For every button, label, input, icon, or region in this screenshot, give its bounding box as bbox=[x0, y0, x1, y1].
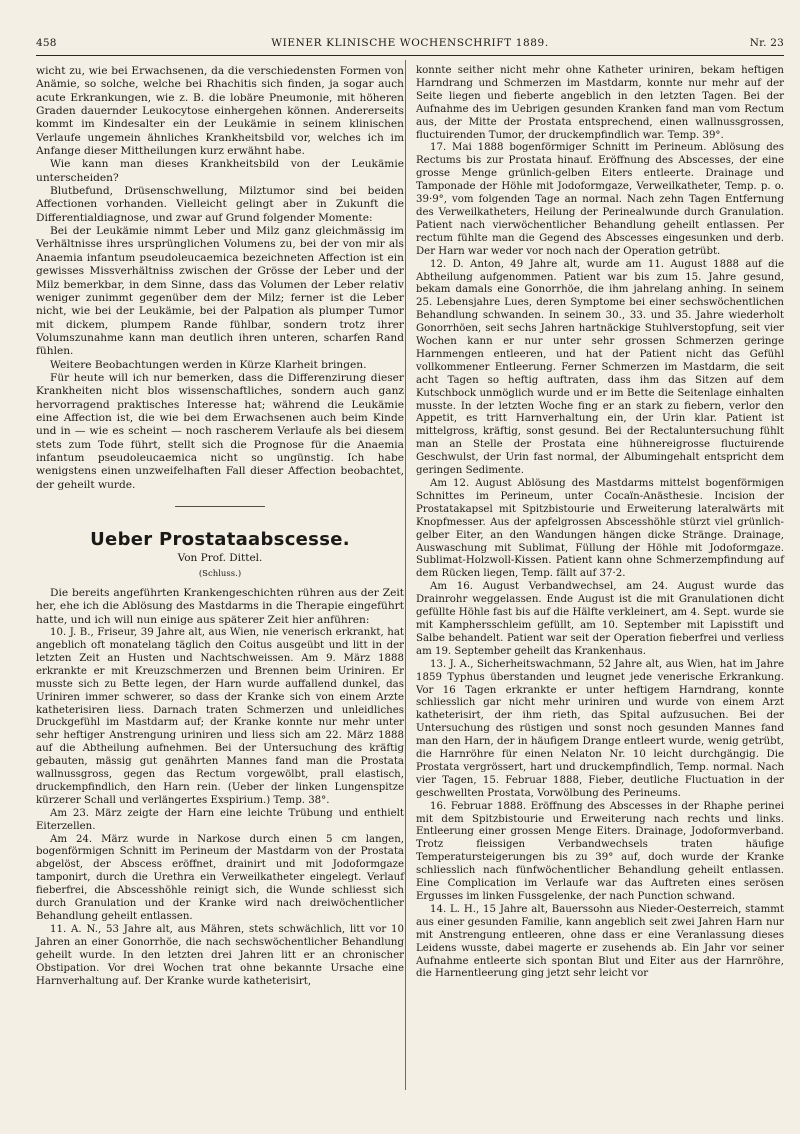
article-author: Von Prof. Dittel. bbox=[177, 552, 263, 565]
article-title: Ueber Prostataabscesse. bbox=[90, 529, 350, 550]
case-paragraph: Am 24. März wurde in Narkose durch einen 5 cm langen, bogenförmigen Schnitt im Perineum der Mastdarm von der Prostata abgelöst, der Abscess eröffnet, drainirt und mit Jodoformgaze tamponirt, durch die Urethra ein Verweilkatheter eingelegt. Verlauf fieberfrei, die Abscesshöhle reinigt sich, die Wunde schliesst sich durch Granulation und der Kranke wird nach dreiwöchentlicher Behandlung geheilt entlassen. bbox=[36, 833, 404, 922]
paragraph: Wie kann man dieses Krankheitsbild von der Leukämie unterscheiden? bbox=[36, 158, 404, 184]
header-rule bbox=[36, 55, 784, 56]
case-paragraph: Am 16. August Verbandwechsel, am 24. August wurde das Drainrohr weggelassen. Ende August ist die mit Granulationen dicht gefüllte Höhle fast bis auf die Hälfte verkleinert, am 4. Sept. wurde sie mit Kamphersschleim gefüllt, am 10. September mit Lapisstift und Salbe behandelt. Patient war seit der Operation fieberfrei und verliess am 19. September geheilt das Krankenhaus. bbox=[416, 581, 784, 657]
case-paragraph: 17. Mai 1888 bogenförmiger Schnitt im Perineum. Ablösung des Rectums bis zur Prostata hinauf. Eröffnung des Abscesses, der eine grosse Menge grünlich-gelben Eiters entleerte. Drainage und Tamponade der Höhle mit Jodoformgaze, Verweilkatheter, Temp. p. o. 39·9°, vom folgenden Tage an normal. Nach zehn Tagen Entfernung des Verweilkatheters, Heilung der Perinealwunde durch Granulation. Patient nach vierwöchentlicher Behandlung geheilt entlassen. Per rectum fühlte man die Gegend des Abscesses eingesunken und derb. Der Harn war weder vor noch nach der Operation getrübt. bbox=[416, 142, 784, 257]
left-column bbox=[36, 65, 404, 988]
column-separator bbox=[405, 60, 406, 1090]
paragraph: wicht zu, wie bei Erwachsenen, da die verschiedensten Formen von Anämie, so solche, welche bei Rhachitis sich finden, ja sogar auch acute Erkrankungen, wie z. B. die lobäre Pneumonie, mit höheren Graden dauernder Leukocytose einhergehen können. Andererseits kommt im Kindesalter ein der Leukämie in seinem klinischen Verlaufe ungemein ähnliches Krankheitsbild vor, welches ich im Anfange dieser Mittheilungen kurz erwähnt habe. bbox=[36, 65, 404, 158]
case-paragraph: 16. Februar 1888. Eröffnung des Abscesses in der Rhaphe perinei mit dem Spitzbistourie und Erweiterung nach rechts und links. Entleerung einer grossen Menge Eiters. Drainage, Jodoformverband. Trotz fleissigen Verbandwechsels traten häufige Temperatursteigerungen bis zu 39° auf, doch wurde der Kranke schliesslich nach fünfwöchentlicher Behandlung geheilt entlassen. Eine Complication im Verlaufe war das Auftreten eines serösen Ergusses im linken Fussgelenke, der nach Punction schwand. bbox=[416, 800, 784, 902]
case-paragraph: Am 23. März zeigte der Harn eine leichte Trübung und enthielt Eiterzellen. bbox=[36, 807, 404, 832]
case-paragraph: 10. J. B., Friseur, 39 Jahre alt, aus Wien, nie venerisch erkrankt, hat angeblich oft monatelang täglich den Coitus ausgeübt und litt in der letzten Zeit an Husten und Nachtschweissen. Am 9. März 1888 erkrankte er mit Kreuzschmerzen und Brennen beim Uriniren. Er musste sich zu Bette legen, der Harn wurde auffallend dunkel, das Uriniren immer schwerer, so dass der Kranke sich von einem Arzte katheterisiren liess. Darnach traten Schmerzen und unleidliches Druckgefühl im Mastdarm auf; der Kranke konnte nur mehr unter sehr heftiger Anstrengung uriniren und liess sich am 22. März 1888 auf die Abtheilung aufnehmen. Bei der Untersuchung des kräftig gebauten, mässig gut genährten Mannes fand man die Prostata wallnussgross, gegen das Rectum vorgewölbt, prall elastisch, druckempfindlich, den Harn rein. (Ueber der linken Lungenspitze kürzerer Schall und verlängertes Exspirium.) Temp. 38°. bbox=[36, 627, 404, 806]
journal-title: WIENER KLINISCHE WOCHENSCHRIFT 1889. bbox=[271, 37, 549, 49]
case-paragraph: 13. J. A., Sicherheitswachmann, 52 Jahre alt, aus Wien, hat im Jahre 1859 Typhus überstanden und leugnet jede venerische Erkrankung. Vor 16 Tagen erkrankte er unter heftigem Harndrang, konnte schliesslich gar nicht mehr uriniren und wurde von einem Arzt katheterisirt, der ihm rieth, das Spital aufzusuchen. Bei der Untersuchung des rüstigen und sonst noch gesunden Mannes fand man den Harn, der in häufigem Drange entleert wurde, wenig getrübt, die Harnröhre für einen Nelaton Nr. 10 leicht durchgängig. Die Prostata vergrössert, hart und druckempfindlich, Temp. normal. Nach vier Tagen, 15. Februar 1888, Fieber, deutliche Fluctuation in der geschwellten Prostata, Vorwölbung des Perineums. bbox=[416, 658, 784, 799]
section-divider bbox=[175, 506, 265, 507]
case-paragraph: 11. A. N., 53 Jahre alt, aus Mähren, stets schwächlich, litt vor 10 Jahren an einer Gonorrhöe, die nach sechswöchentlicher Behandlung geheilt wurde. In den letzten drei Jahren litt er an chronischer Obstipation. Vor drei Wochen trat ohne bekannte Ursache eine Harnverhaltung auf. Der Kranke wurde katheterisirt, bbox=[36, 923, 404, 987]
case-paragraph: 14. L. H., 15 Jahre alt, Bauerssohn aus Nieder-Oesterreich, stammt aus einer gesunden Familie, kann angeblich seit zwei Jahren Harn nur mit Anstrengung entleeren, ohne dass er eine Veranlassung dieses Leidens wusste, dabei magerte er zusehends ab. Ein Jahr vor seiner Aufnahme entleerte sich spontan Blut und Eiter aus der Harnröhre, die Harnentleerung ging jetzt sehr leicht vor bbox=[416, 903, 784, 980]
paragraph: Für heute will ich nur bemerken, dass die Differenzirung dieser Krankheiten nicht blos wissenschaftliches, sondern auch ganz hervorragend praktisches Interesse hat; während die Leukämie eine Affection ist, die wie bei dem Erwachsenen auch beim Kinde und in — wie es scheint — noch rascherem Verlaufe als bei diesem stets zum Tode führt, stellt sich die Prognose für die Anaemia infantum pseudoleucaemica nicht so ungünstig. Ich habe wenigstens einen unzweifelhaften Fall dieser Affection beobachtet, der geheilt wurde. bbox=[36, 371, 404, 491]
page-header bbox=[36, 37, 784, 55]
article-intro: Die bereits angeführten Krankengeschichten rühren aus der Zeit her, ehe ich die Ablösung des Mastdarms in die Therapie eingeführt hatte, und ich will nun einige aus späterer Zeit hier anführen: bbox=[36, 587, 404, 626]
paragraph: Bei der Leukämie nimmt Leber und Milz ganz gleichmässig im Verhältnisse ihres ursprünglichen Volumens zu, bei der von mir als Anaemia infantum pseudoleucaemica bezeichneten Affection ist ein gewisses Missverhältniss zwischen der Grösse der Leber und der Milz bemerkbar, in dem Sinne, dass das Volumen der Leber relativ weniger zunimmt gegenüber dem der Milz; ferner ist die Leber nicht, wie bei der Leukämie, bei der Palpation als plumper Tumor mit dickem, plumpem Rande fühlbar, sondern trotz ihrer Volumszunahme kann man deutlich ihren unteren, scharfen Rand fühlen. bbox=[36, 225, 404, 358]
right-column bbox=[416, 65, 784, 981]
page-number: 458 bbox=[36, 37, 57, 49]
case-paragraph: 12. D. Anton, 49 Jahre alt, wurde am 11. August 1888 auf die Abtheilung aufgenommen. Patient war bis zum 15. Jahre gesund, bekam damals eine Gonorrhöe, die ihm jahrelang anhing. In seinem 25. Lebensjahre Lues, deren Symptome bei einer sechswöchentlichen Behandlung schwanden. In seinem 30., 33. und 35. Jahre wiederholt Gonorrhöen, seit sechs Jahren hartnäckige Stuhlverstopfung, seit vier Wochen kann er nur unter sehr grossen Schmerzen geringe Harnmengen entleeren, und hat der Patient nicht das Gefühl vollkommener Entleerung. Ferner Schmerzen im Mastdarm, die seit acht Tagen so heftig auftraten, dass ihm das Sitzen auf dem Kutschbock unmöglich wurde und er im Bette die Seitenlage einhalten musste. In der letzten Woche fing er an stark zu fiebern, verlor den Appetit, es tritt Harnverhaltung ein, der Urin klar. Patient ist mittelgross, kräftig, sonst gesund. Bei der Rectaluntersuchung fühlt man an Stelle der Prostata eine hühnereigrosse fluctuirende Geschwulst, der Urin fast normal, der Albumingehalt entspricht dem geringen Sedimente. bbox=[416, 258, 784, 477]
paragraph: Blutbefund, Drüsenschwellung, Milztumor sind bei beiden Affectionen vorhanden. Vielleicht gelingt aber in Zukunft die Differentialdiagnose, und zwar auf Grund folgender Momente: bbox=[36, 185, 404, 224]
case-paragraph: Am 12. August Ablösung des Mastdarms mittelst bogenförmigen Schnittes im Perineum, unter Cocaïn-Anästhesie. Incision der Prostatakapsel mit Spitzbistourie und Erweiterung lateralwärts mit Knopfmesser. Aus der apfelgrossen Abscesshöhle stürzt viel grünlich-gelber Eiter, an den Wandungen hängen dicke Stränge. Drainage, Auswaschung mit Sublimat, Füllung der Höhle mit Jodoformgaze. Sublimat-Holzwoll-Kissen. Patient kann ohne Schmerzempfindung auf dem Rücken liegen, Temp. fällt auf 37·2. bbox=[416, 478, 784, 580]
issue-number: Nr. 23 bbox=[749, 37, 784, 49]
paragraph: Weitere Beobachtungen werden in Kürze Klarheit bringen. bbox=[50, 358, 367, 371]
continuation-note: (Schluss.) bbox=[198, 568, 242, 579]
case-paragraph: konnte seither nicht mehr ohne Katheter uriniren, bekam heftigen Harndrang und Schmerzen im Mastdarm, konnte nur mehr auf der Seite liegen und fieberte angeblich in den letzten Tagen. Bei der Aufnahme des im Uebrigen gesunden Kranken fand man vom Rectum aus, der Mitte der Prostata entsprechend, einen wallnussgrossen, fluctuirenden Tumor, der druckempfindlich war. Temp. 39°. bbox=[416, 65, 784, 141]
